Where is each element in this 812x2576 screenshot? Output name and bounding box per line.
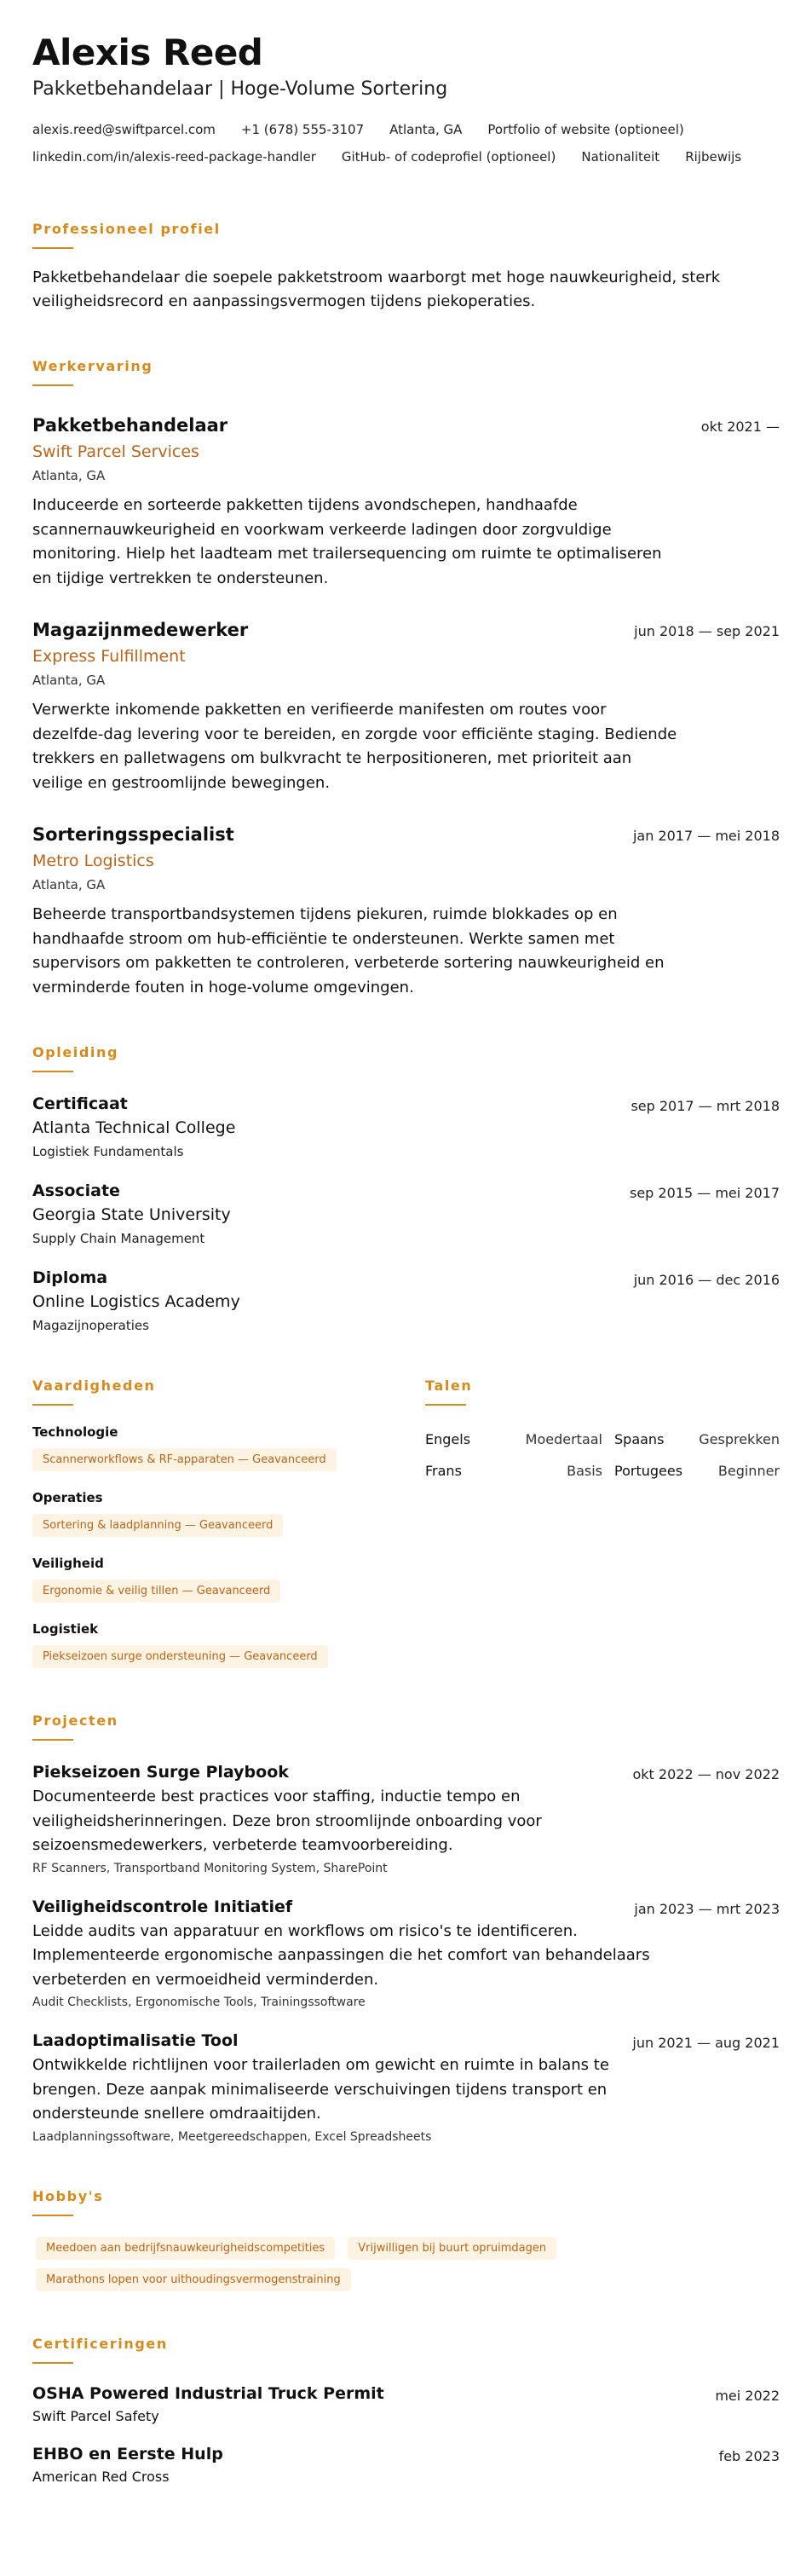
job-location: Atlanta, GA [32,468,106,483]
project-description: Documenteerde best practices voor staffing, inductie tempo en veiligheidsherinneringen. Deze bron stroomlijnde onboarding voor seizoensmedewerkers, verbeterde teamvoorbereiding. [32,1788,542,1854]
job-entry [32,620,780,795]
skill-tag: Piekseizoen surge ondersteuning — Geavanceerd [32,1645,328,1668]
experience-section [32,358,780,1000]
contact-portfolio[interactable]: Portfolio of website (optioneel) [487,122,684,137]
job-description: Beheerde transportbandsystemen tijdens piekuren, ruimde blokkades op en handhaafde stroom om hub-efficiëntie te ondersteunen. Werkte samen met supervisors om pakketten te controleren, verbeterde sortering nauwkeurigheid en verminderde fouten in hoge-volume omgevingen. [32,905,665,996]
languages-section [425,1378,780,1668]
section-divider [32,1404,73,1406]
education-school: Online Logistics Academy [32,1292,240,1311]
certification-title: OSHA Powered Industrial Truck Permit [32,2383,384,2403]
education-date: sep 2015 — mei 2017 [630,1185,780,1201]
section-title-certifications: Certificeringen [32,2335,168,2352]
certification-entry [32,2384,780,2424]
certification-issuer: American Red Cross [32,2468,170,2485]
job-location: Atlanta, GA [32,673,106,688]
job-date: okt 2021 — [700,419,780,435]
contact-license: Rijbewijs [685,149,742,165]
skills-languages-row [32,1378,780,1668]
hobbies-section [32,2188,780,2291]
education-entry [32,1181,780,1246]
skill-category: Technologie [32,1424,118,1440]
project-entry [32,1763,780,1875]
section-title-experience: Werkervaring [32,358,153,374]
certification-issuer: Swift Parcel Safety [32,2407,159,2424]
project-tech: Laadplanningssoftware, Meetgereedschappen, Excel Spreadsheets [32,2129,432,2144]
job-title: Magazijnmedewerker [32,620,249,640]
project-title: Veiligheidscontrole Initiatief [32,1897,293,1916]
project-entry [32,1897,780,2010]
skill-category: Veiligheid [32,1556,104,1571]
job-company: Metro Logistics [32,852,154,870]
section-divider [32,2215,73,2216]
education-date: sep 2017 — mrt 2018 [631,1098,780,1114]
language-name: Frans [425,1463,462,1479]
candidate-name: Alexis Reed [32,32,263,73]
skill-tag: Sortering & laadplanning — Geavanceerd [32,1514,283,1537]
language-name: Engels [425,1431,471,1447]
job-location: Atlanta, GA [32,877,106,892]
education-field: Supply Chain Management [32,1231,205,1246]
project-entry [32,2031,780,2144]
education-date: jun 2016 — dec 2016 [633,1272,780,1288]
candidate-headline: Pakketbehandelaar | Hoge-Volume Sortering [32,78,448,100]
job-description: Induceerde en sorteerde pakketten tijdens avondschepen, handhaafde scannernauwkeurigheid en voorkwam verkeerde ladingen door zorgvuldige monitoring. Hielp het laadteam met trailersequencing om ruimte te optimaliseren en tijdige vertrekken te ondersteunen. [32,496,662,587]
section-title-profile: Professioneel profiel [32,221,221,237]
hobby-list [32,2228,780,2291]
section-divider [32,247,73,249]
contact-email[interactable]: alexis.reed@swiftparcel.com [32,122,216,137]
skill-group [32,1490,425,1537]
education-degree: Certificaat [32,1095,128,1113]
language-level: Gesprekken [699,1431,780,1447]
certification-date: mei 2022 [715,2387,780,2404]
skill-tag: Ergonomie & veilig tillen — Geavanceerd [32,1580,280,1603]
education-section [32,1044,780,1333]
section-title-skills: Vaardigheden [32,1378,156,1394]
section-divider [32,2362,73,2364]
project-tech: Audit Checklists, Ergonomische Tools, Trainingssoftware [32,1996,366,2009]
project-title: Laadoptimalisatie Tool [32,2031,239,2050]
section-title-education: Opleiding [32,1044,119,1060]
project-title: Piekseizoen Surge Playbook [32,1763,289,1782]
section-divider [32,1739,73,1741]
certification-date: feb 2023 [718,2447,780,2464]
contact-github[interactable]: GitHub- of codeprofiel (optioneel) [341,149,556,165]
language-level: Moedertaal [525,1431,602,1447]
education-field: Magazijnoperaties [32,1318,149,1333]
job-title: Pakketbehandelaar [32,415,228,436]
job-date: jan 2017 — mei 2018 [632,828,780,844]
profile-section [32,221,780,314]
language-name: Spaans [614,1431,665,1447]
profile-summary: Pakketbehandelaar die soepele pakketstroom waarborgt met hoge nauwkeurigheid, sterk veiligheidsrecord en aanpassingsvermogen tijdens piekoperaties. [32,269,721,310]
skill-group [32,1556,425,1603]
certifications-section [32,2336,780,2485]
skill-category: Logistiek [32,1621,99,1637]
section-title-languages: Talen [425,1378,473,1394]
section-divider [32,1071,73,1072]
education-school: Atlanta Technical College [32,1118,236,1137]
section-title-hobbies: Hobby's [32,2187,104,2204]
section-title-projects: Projecten [32,1713,118,1729]
education-field: Logistiek Fundamentals [32,1144,184,1159]
job-title: Sorteringsspecialist [32,824,234,845]
certification-entry [32,2445,780,2485]
contact-nationality: Nationaliteit [581,149,660,165]
skill-category: Operaties [32,1490,103,1505]
job-date: jun 2018 — sep 2021 [634,623,780,639]
skills-section [32,1378,425,1668]
project-date: jun 2021 — aug 2021 [632,2035,780,2051]
contact-linkedin[interactable]: linkedin.com/in/alexis-reed-package-handler [32,149,316,165]
job-entry [32,824,780,1000]
project-date: okt 2022 — nov 2022 [632,1766,780,1782]
skill-group [32,1621,425,1668]
skill-group [32,1424,425,1471]
skill-tag: Scannerworkflows & RF-apparaten — Geavanceerd [32,1448,337,1471]
hobby-tag: Vrijwilligen bij buurt opruimdagen [348,2237,556,2260]
project-date: jan 2023 — mrt 2023 [634,1900,780,1917]
hobby-tag: Meedoen aan bedrijfsnauwkeurigheidscompetities [36,2237,335,2260]
contact-phone[interactable]: +1 (678) 555-3107 [240,122,365,137]
education-entry [32,1095,780,1159]
education-school: Georgia State University [32,1205,231,1224]
education-degree: Diploma [32,1268,108,1287]
language-name: Portugees [614,1463,683,1479]
job-description: Verwerkte inkomende pakketten en verifieerde manifesten om routes voor dezelfde-dag levering voor te bereiden, en zorgde voor efficiënte staging. Bediende trekkers en palletwagens om bulkvracht te herpositioneren, met prioriteit aan veilige en gestroomlijnde bewegingen. [32,701,677,792]
header [32,32,780,165]
section-divider [425,1404,466,1406]
hobby-tag: Marathons lopen voor uithoudingsvermogenstraining [36,2268,351,2291]
contact-location: Atlanta, GA [389,122,463,137]
job-company: Swift Parcel Services [32,442,199,461]
language-level: Beginner [717,1463,780,1479]
education-degree: Associate [32,1181,120,1200]
language-grid [425,1431,780,1479]
education-entry [32,1268,780,1333]
project-tech: RF Scanners, Transportband Monitoring System, SharePoint [32,1861,388,1875]
job-entry [32,415,780,591]
job-company: Express Fulfillment [32,647,186,666]
certification-title: EHBO en Eerste Hulp [32,2444,223,2463]
section-divider [32,384,73,386]
language-level: Basis [567,1463,602,1479]
projects-section [32,1713,780,2144]
project-description: Ontwikkelde richtlijnen voor trailerladen om gewicht en ruimte in balans te brengen. Deze aanpak minimaliseerde verschuivingen tijdens transport en ondersteunde snellere omdraaitijden. [32,2056,609,2123]
project-description: Leidde audits van apparatuur en workflows om risico's te identificeren. Implementeerde ergonomische aanpassingen die het comfort van behandelaars verbeterden en vermoeidheid verminderden. [32,1921,650,1989]
contact-list [32,122,780,165]
